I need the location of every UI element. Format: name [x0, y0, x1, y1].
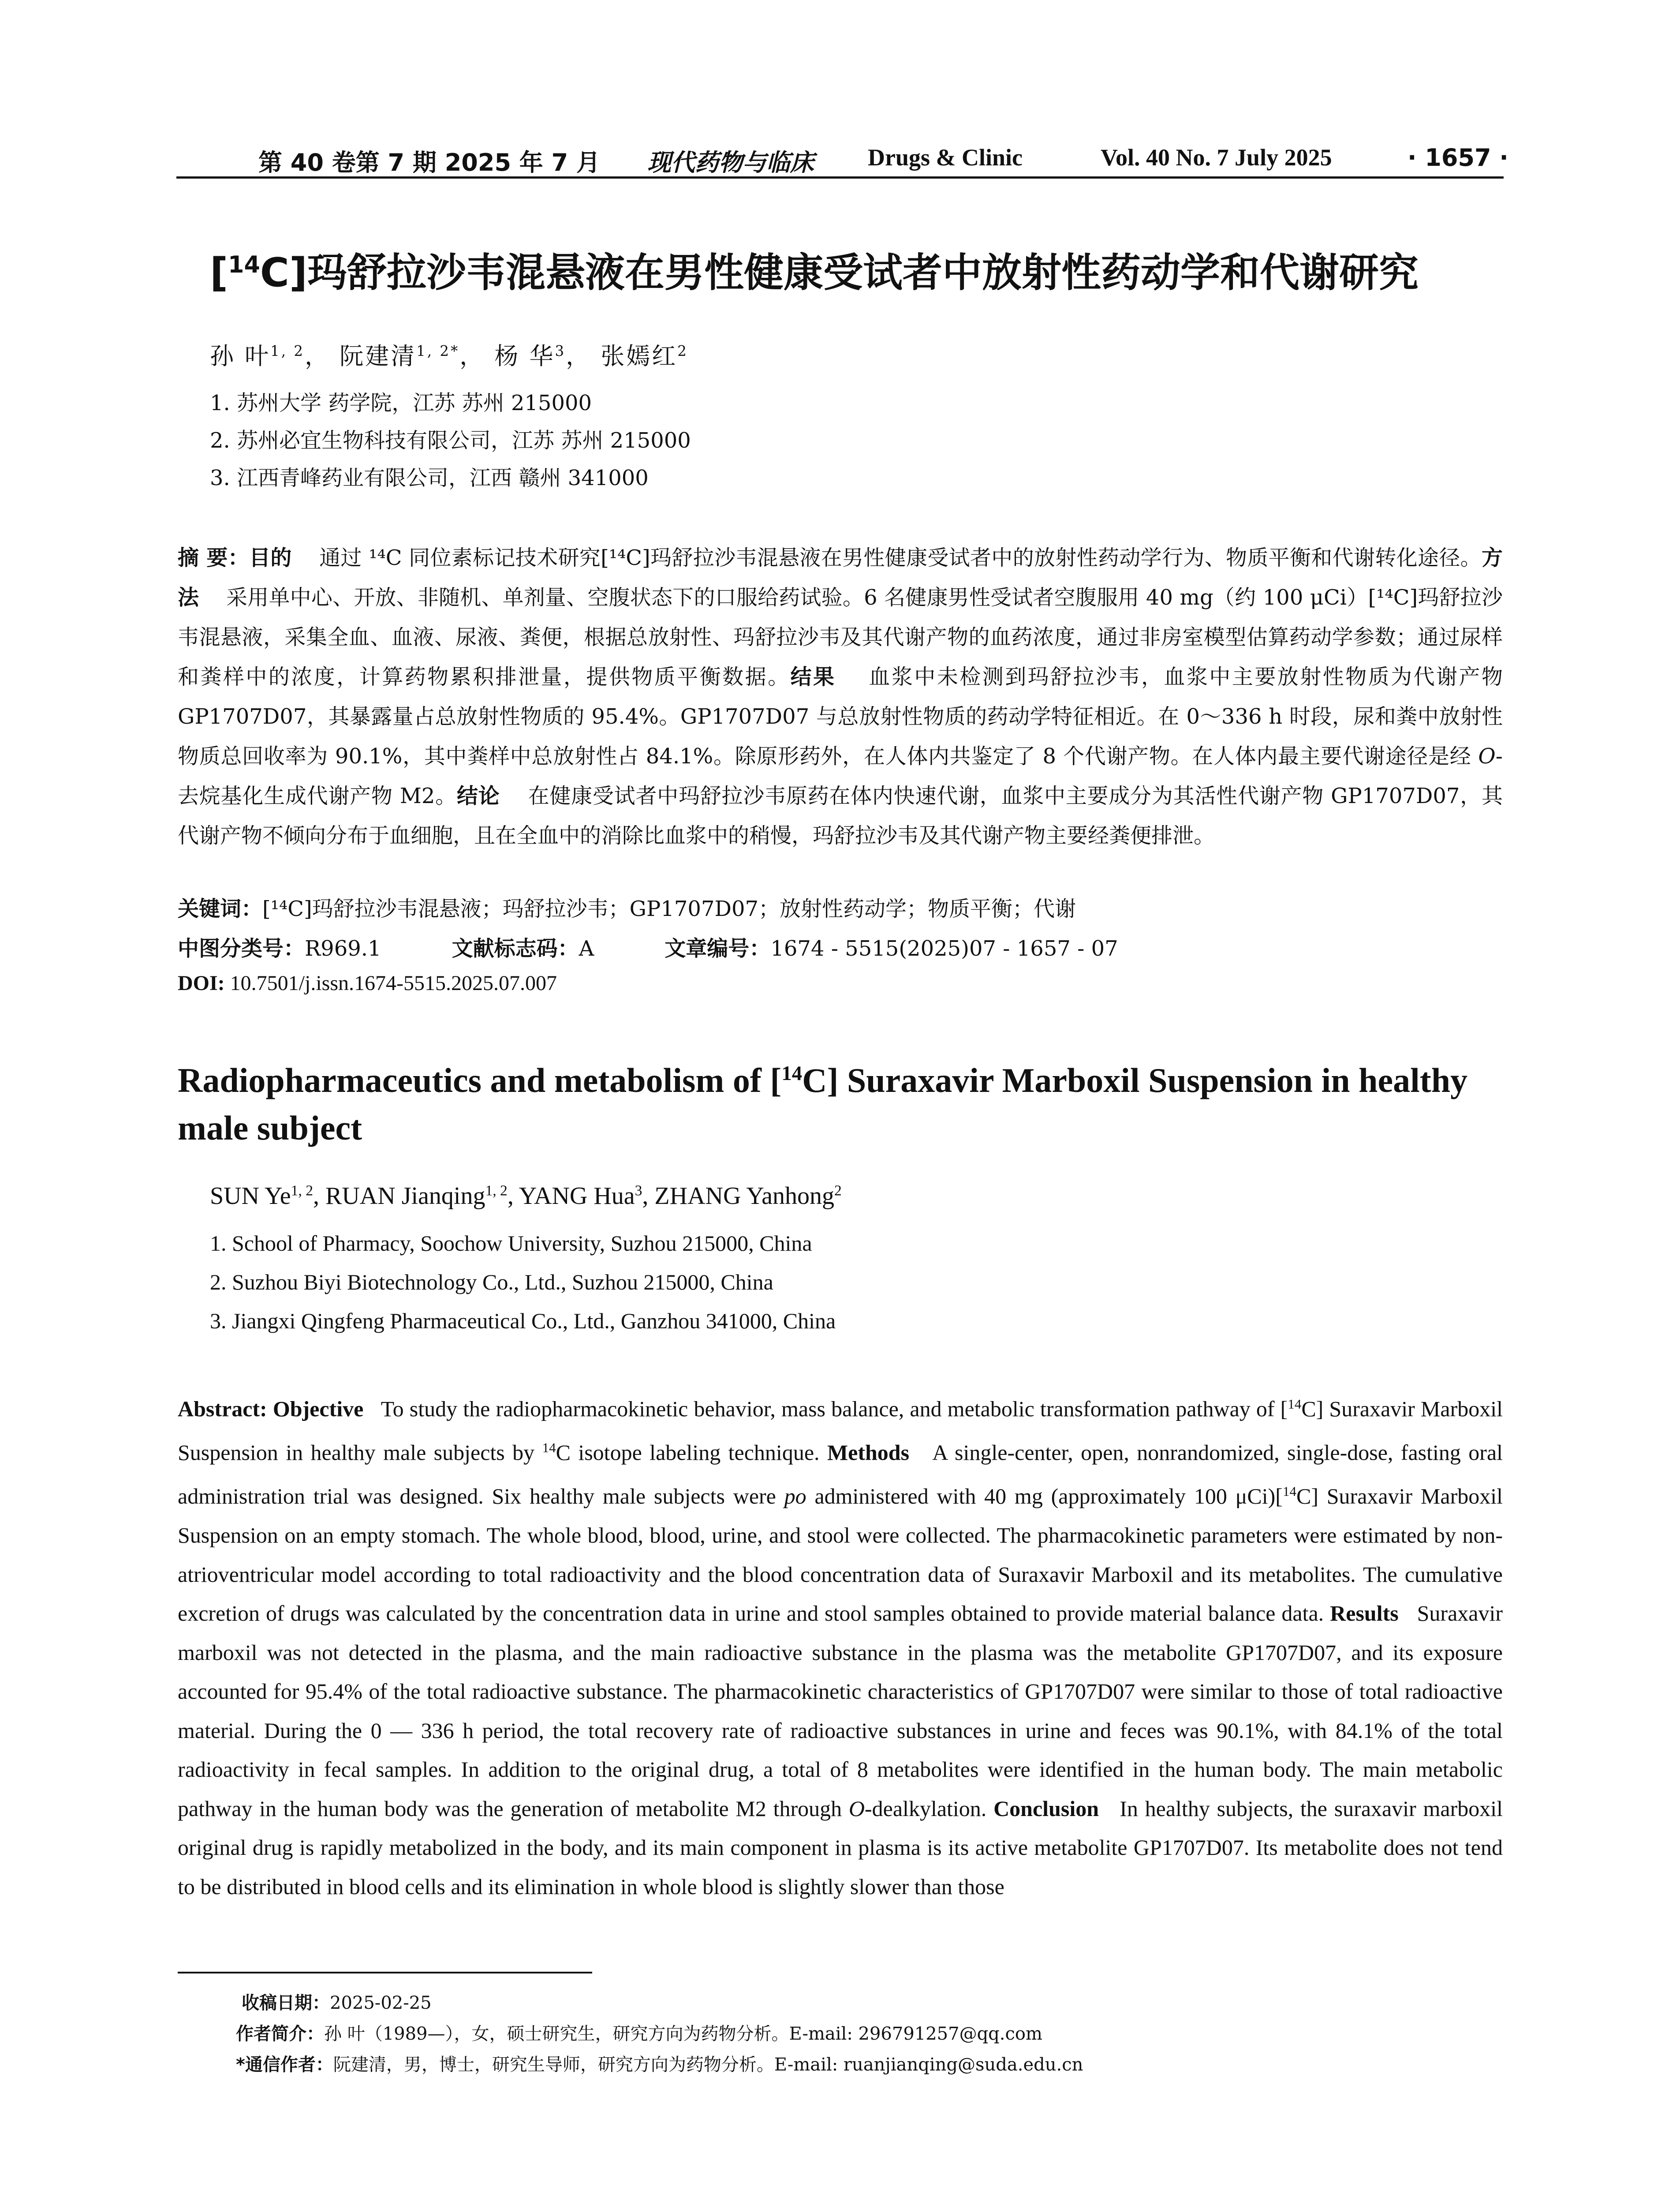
en-author: ZHANG Yanhong$^2$: [654, 1182, 842, 1210]
cn-author: 杨 华$^3$，: [494, 342, 592, 370]
clc-value: R969.1: [305, 936, 381, 961]
cn-conclusion-label: 结论: [456, 784, 500, 808]
cn-results-italic: O: [1478, 744, 1496, 769]
doi-line: [178, 971, 557, 995]
cn-title-bracket: [: [210, 250, 228, 296]
en-author: SUN Ye$^{1, 2}$,: [210, 1182, 326, 1210]
cn-affiliation-3: 3. 江西青峰药业有限公司，江西 赣州 341000: [210, 466, 649, 490]
en-conclusion-label: Conclusion: [993, 1796, 1099, 1821]
cn-keywords-text: [¹⁴C]玛舒拉沙韦混悬液；玛舒拉沙韦；GP1707D07；放射性药动学；物质平衡；代谢: [262, 897, 1076, 921]
cn-keywords: [178, 892, 1076, 922]
cn-objective-label: 目的: [249, 546, 292, 570]
cn-abstract-label: 摘 要：: [178, 546, 250, 570]
cn-author: 张嫣红$^2$: [601, 342, 688, 370]
en-author: RUAN Jianqing$^{1, 2}$,: [325, 1182, 519, 1210]
cn-results-text: 血浆中未检测到玛舒拉沙韦，血浆中主要放射性物质为代谢产物 GP1707D07，其暴露量占总放射性物质的 95.4%。GP1707D07 与总放射性物质的药动学特征相近。在 0～336 h 时段，尿和粪中放射性物质总回收率为 90.1%，其中粪样中总放射性占 84.1%。除原形药外，在人体内共鉴定了 8 个代谢产物。在人体内最主要代谢途径是经: [178, 665, 1503, 769]
cn-methods-label: 方法: [178, 546, 1503, 610]
cn-author: 孙 叶$^{1, 2}$，: [210, 342, 330, 370]
cn-keywords-label: 关键词：: [178, 897, 263, 921]
en-author: YANG Hua$^3$,: [519, 1182, 655, 1210]
cn-results-label: 结果: [790, 665, 836, 689]
cn-title-sup: 14: [228, 252, 260, 278]
doi-value[interactable]: 10.7501/j.issn.1674-5515.2025.07.007: [224, 972, 557, 995]
clc-label: 中图分类号：: [178, 936, 305, 961]
cn-authors: [210, 337, 688, 371]
en-affiliation-1: 1. School of Pharmacy, Soochow University, Suzhou 215000, China: [210, 1231, 812, 1256]
footnote-received: 收稿日期：2025-02-25: [242, 1993, 432, 2013]
cn-author: 阮建清$^{1, 2*}$，: [340, 342, 485, 370]
cn-methods-text: 采用单中心、开放、非随机、单剂量、空腹状态下的口服给药试验。6 名健康男性受试者空腹服用 40 mg（约 100 μCi）[¹⁴C]玛舒拉沙韦混悬液，采集全血、血液、尿液、粪便，根据总放射性、玛舒拉沙韦及其代谢产物的血药浓度，通过非房室模型估算药动学参数；通过尿样和粪样中的浓度，计算药物累积排泄量，提供物质平衡数据。: [178, 585, 1503, 689]
header-page-number: · 1657 ·: [1407, 144, 1508, 172]
header-rule: [176, 176, 1504, 179]
en-abstract-label: Abstract: Objective: [178, 1396, 364, 1421]
article-no-value: 1674 - 5515(2025)07 - 1657 - 07: [770, 936, 1118, 961]
header-journal-cn: 现代药物与临床: [647, 149, 814, 176]
cn-affiliation-1: 1. 苏州大学 药学院，江苏 苏州 215000: [210, 391, 592, 415]
en-results-label: Results: [1330, 1601, 1399, 1626]
doi-label: DOI:: [178, 972, 225, 995]
cn-results-text-2: -去烷基化生成代谢产物 M2。: [178, 744, 1503, 808]
en-abstract: Abstract: Objective To study the radiopharmacokinetic behavior, mass balance, and metabolic transformation pathway of [$^{14}$C] Suraxavir Marboxil Suspension in healthy male subjects by $^{14}$C isotope labeling technique. Methods A single-center, open, nonrandomized, single-dose, fasting oral administration trial was designed. Six healthy male subjects were po administered with 40 mg (approximately 100 μCi)[$^{14}$C] Suraxavir Marboxil Suspension on an empty stomach. The whole blood, blood, urine, and stool were collected. The pharmacokinetic parameters were estimated by non-atrioventricular model according to total radioactivity and the blood concentration data of Suraxavir Marboxil and its metabolites. The cumulative excretion of drugs was calculated by the concentration data in urine and stool samples obtained to provide material balance data. Results Suraxavir marboxil was not detected in the plasma, and the main radioactive substance in the plasma was the metabolite GP1707D07, and its exposure accounted for 95.4% of the total radioactive substance. The pharmacokinetic characteristics of GP1707D07 were similar to those of total radioactive material. During the 0 — 336 h period, the total recovery rate of radioactive substances in urine and feces was 90.1%, with 84.1% of the total radioactivity in fecal samples. In addition to the original drug, a total of 8 metabolites were identified in the human body. The main metabolic pathway in the human body was the generation of metabolite M2 through O-dealkylation. Conclusion In healthy subjects, the suraxavir marboxil original drug is rapidly metabolized in the body, and its main component in plasma is its active metabolite GP1707D07. Its metabolite does not tend to be distributed in blood cells and its elimination in whole blood is slightly slower than those: [178, 1396, 1503, 1899]
cn-title: [210, 240, 1419, 298]
cn-conclusion-text: 在健康受试者中玛舒拉沙韦原药在体内快速代谢，血浆中主要成分为其活性代谢产物 GP1707D07，其代谢产物不倾向分布于血细胞，且在全血中的消除比血浆中的稍慢，玛舒拉沙韦及其代谢产物主要经粪便排泄。: [178, 784, 1503, 848]
cn-title-text: C]玛舒拉沙韦混悬液在男性健康受试者中放射性药动学和代谢研究: [260, 250, 1419, 296]
article-no-label: 文章编号：: [665, 936, 771, 961]
footnote-rule: [178, 1972, 592, 1973]
cn-classification: [178, 931, 1118, 962]
doc-code-label: 文献标志码：: [452, 936, 579, 961]
footnote-author-bio: 作者简介：孙 叶（1989—），女，硕士研究生，研究方向为药物分析。E-mail: 296791257@qq.com: [236, 2024, 1042, 2044]
cn-abstract: [178, 538, 1503, 856]
cn-affiliation-2: 2. 苏州必宜生物科技有限公司，江苏 苏州 215000: [210, 428, 691, 453]
header-volume-en: Vol. 40 No. 7 July 2025: [1101, 144, 1332, 171]
header-journal-en: Drugs & Clinic: [868, 144, 1023, 171]
cn-objective-text: 通过 ¹⁴C 同位素标记技术研究[¹⁴C]玛舒拉沙韦混悬液在男性健康受试者中的放射性药动学行为、物质平衡和代谢转化途径。: [319, 546, 1482, 570]
en-methods-label: Methods: [827, 1440, 910, 1465]
doc-code-value: A: [579, 936, 594, 961]
en-affiliation-2: 2. Suzhou Biyi Biotechnology Co., Ltd., Suzhou 215000, China: [210, 1270, 773, 1294]
en-authors: [210, 1182, 842, 1210]
en-affiliation-3: 3. Jiangxi Qingfeng Pharmaceutical Co., Ltd., Ganzhou 341000, China: [210, 1308, 836, 1333]
header-volume-cn: 第 40 卷第 7 期 2025 年 7 月: [258, 149, 600, 176]
en-title: Radiopharmaceutics and metabolism of [$^{14}$C] Suraxavir Marboxil Suspension in healthy male subject: [178, 1061, 1468, 1147]
footnote-corresponding: *通信作者：阮建清，男，博士，研究生导师，研究方向为药物分析。E-mail: ruanjianqing@suda.edu.cn: [236, 2055, 1083, 2075]
